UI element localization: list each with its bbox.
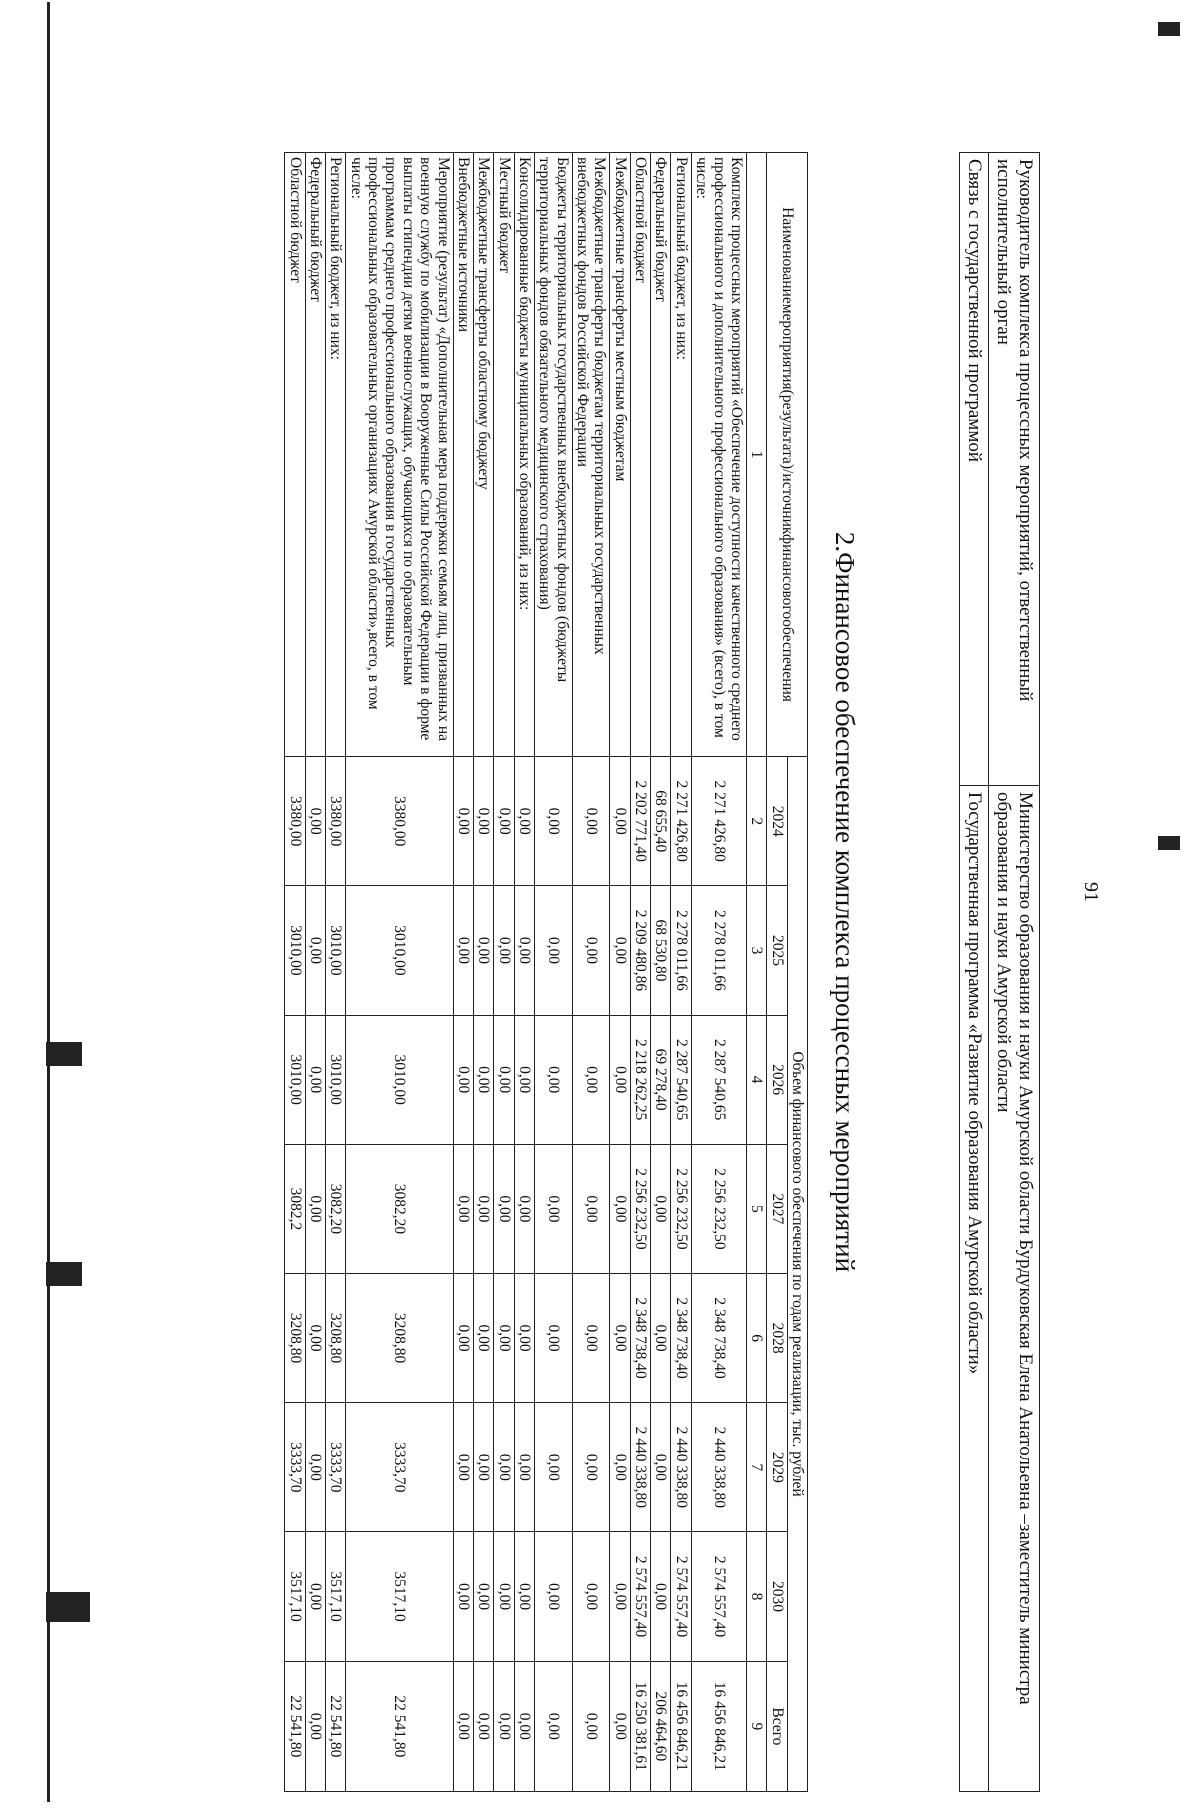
row-value: 0,00 [514,1144,534,1273]
row-value: 2 574 557,40 [630,1532,650,1661]
table-row [285,153,305,1792]
row-total: 0,00 [473,1661,493,1791]
row-total: 22 541,80 [346,1661,453,1791]
row-value: 2 574 557,40 [671,1532,691,1661]
row-value: 68 530,80 [651,886,671,1015]
row-name: Межбюджетные трансферты областному бюджету [473,153,493,757]
row-value: 2 348 738,40 [691,1273,746,1402]
row-value: 0,00 [473,757,493,886]
row-value: 0,00 [494,1144,514,1273]
rotated-sheet [10,2,1190,1802]
scan-edge-mark [1158,836,1180,850]
header-name-column: Наименованиемероприятия(результата)/источникфинансовогообеспечения [767,153,808,757]
table-row [514,153,534,1792]
header-year: 2030 [767,1532,787,1661]
row-value: 0,00 [534,1403,572,1532]
row-value: 3010,00 [346,886,453,1015]
table-row [326,153,346,1792]
row-total: 0,00 [572,1661,610,1791]
info-row [960,153,989,1792]
row-total: 16 456 846,21 [671,1661,691,1791]
row-value: 0,00 [572,1015,610,1144]
row-value: 2 278 011,66 [691,886,746,1015]
row-value: 0,00 [305,886,325,1015]
header-year: 2025 [767,886,787,1015]
row-value: 0,00 [453,1144,473,1273]
row-value: 0,00 [651,1273,671,1402]
column-number: 6 [746,1273,766,1402]
info-key: Связь с государственной программой [960,153,989,786]
row-name: Консолидированные бюджеты муниципальных образований, из них: [514,153,534,757]
row-value: 0,00 [610,1144,630,1273]
row-value: 3380,00 [326,757,346,886]
row-value: 0,00 [494,886,514,1015]
table-row [671,153,691,1792]
row-value: 0,00 [453,757,473,886]
row-value: 0,00 [305,1532,325,1661]
table-row [572,153,610,1792]
row-value: 0,00 [473,1015,493,1144]
row-name: Региональный бюджет, из них: [671,153,691,757]
row-value: 0,00 [514,757,534,886]
row-value: 0,00 [305,757,325,886]
row-total: 0,00 [534,1661,572,1791]
row-value: 3208,80 [285,1273,305,1402]
row-total: 16 250 381,61 [630,1661,650,1791]
row-value: 0,00 [534,886,572,1015]
header-year: 2024 [767,757,787,886]
row-value: 2 440 338,80 [691,1403,746,1532]
row-value: 0,00 [534,1532,572,1661]
row-value: 0,00 [651,1532,671,1661]
row-total: 0,00 [453,1661,473,1791]
table-row [473,153,493,1792]
row-value: 0,00 [534,1015,572,1144]
row-value: 0,00 [534,757,572,886]
row-value: 0,00 [494,1403,514,1532]
row-value: 2 218 262,25 [630,1015,650,1144]
row-value: 3010,00 [326,886,346,1015]
row-value: 0,00 [610,757,630,886]
row-value: 3010,00 [326,1015,346,1144]
row-value: 0,00 [572,1532,610,1661]
row-value: 0,00 [473,1403,493,1532]
row-total: 22 541,80 [285,1661,305,1791]
row-value: 0,00 [494,757,514,886]
row-value: 0,00 [572,1273,610,1402]
row-value: 2 278 011,66 [671,886,691,1015]
row-value: 2 287 540,65 [671,1015,691,1144]
row-name: Областной бюджет [285,153,305,757]
row-value: 0,00 [453,1532,473,1661]
row-value: 3517,10 [346,1532,453,1661]
table-row [534,153,572,1792]
row-value: 2 256 232,50 [691,1144,746,1273]
info-key: Руководитель комплекса процессных мероприятий, ответственный исполнительный орган [989,153,1040,786]
row-name: Мероприятие (результат) «Дополнительная мера поддержки семьям лиц, призванных на военную службу по мобилизации в Вооруженные Силы Российской Федерации в форме выплаты стипендии детям военнослужащих, обучающихся по образовательным программам среднего профессионального образования в государственных профессиональных образовательных организациях Амурской области»,всего, в том числе: [346,153,453,757]
row-name: Местный бюджет [494,153,514,757]
row-value: 0,00 [514,886,534,1015]
row-value: 0,00 [305,1144,325,1273]
row-value: 2 574 557,40 [691,1532,746,1661]
row-name: Федеральный бюджет [305,153,325,757]
row-value: 3082,2 [285,1144,305,1273]
row-name: Региональный бюджет, из них: [326,153,346,757]
row-value: 0,00 [572,1144,610,1273]
row-value: 0,00 [473,1144,493,1273]
info-value: Министерство образования и науки Амурской области Бурдуковская Елена Анатольевна –заместитель министра образования и науки Амурской области [989,786,1040,1792]
row-value: 0,00 [473,1532,493,1661]
row-total: 0,00 [514,1661,534,1791]
program-info-table [959,152,1040,1792]
row-value: 0,00 [473,886,493,1015]
scan-edge-mark [46,1592,90,1622]
row-value: 0,00 [651,1144,671,1273]
column-number: 5 [746,1144,766,1273]
row-value: 3333,70 [346,1403,453,1532]
row-value: 2 440 338,80 [671,1403,691,1532]
row-value: 0,00 [651,1403,671,1532]
header-funding-group: Объем финансового обеспечения по годам реализации, тыс. рублей [787,757,807,1792]
row-value: 0,00 [610,1403,630,1532]
row-value: 0,00 [514,1403,534,1532]
row-value: 0,00 [473,1273,493,1402]
row-value: 3333,70 [326,1403,346,1532]
row-total: 16 456 846,21 [691,1661,746,1791]
row-value: 2 348 738,40 [630,1273,650,1402]
row-value: 3010,00 [285,886,305,1015]
row-name: Областной бюджет [630,153,650,757]
row-value: 3010,00 [346,1015,453,1144]
row-value: 69 278,40 [651,1015,671,1144]
table-row [610,153,630,1792]
table-row [651,153,671,1792]
row-name: Комплекс процессных мероприятий «Обеспечение доступности качественного среднего профессионального и дополнительного профессионального образования» (всего), в том числе: [691,153,746,757]
row-value: 2 287 540,65 [691,1015,746,1144]
row-value: 0,00 [305,1015,325,1144]
row-value: 0,00 [572,757,610,886]
row-value: 2 256 232,50 [630,1144,650,1273]
table-row [346,153,453,1792]
column-number: 4 [746,1015,766,1144]
row-total: 0,00 [494,1661,514,1791]
row-value: 68 655,40 [651,757,671,886]
info-value: Государственная программа «Развитие образования Амурской области» [960,786,989,1792]
row-name: Бюджеты территориальных государственных внебюджетных фондов (бюджеты территориальных фондов обязательного медицинского страхования) [534,153,572,757]
table-row [453,153,473,1792]
row-value: 3010,00 [285,1015,305,1144]
column-number: 2 [746,757,766,886]
row-value: 0,00 [534,1273,572,1402]
scan-edge-mark [46,1042,82,1066]
row-name: Межбюджетные трансферты бюджетам территориальных государственных внебюджетных фондов Российской Федерации [572,153,610,757]
header-year: 2027 [767,1144,787,1273]
row-total: 22 541,80 [326,1661,346,1791]
row-value: 0,00 [610,886,630,1015]
row-value: 0,00 [572,1403,610,1532]
info-row [989,153,1040,1792]
row-value: 3208,80 [346,1273,453,1402]
column-number: 3 [746,886,766,1015]
row-value: 3380,00 [346,757,453,886]
row-value: 3517,10 [285,1532,305,1661]
column-number: 1 [746,153,766,757]
section-title: 2.Финансовое обеспечение комплекса процессных мероприятий [830,531,860,1273]
row-value: 0,00 [610,1532,630,1661]
row-value: 0,00 [514,1273,534,1402]
financing-table [284,152,808,1792]
table-row [630,153,650,1792]
page-number: 91 [1080,882,1102,902]
header-total: Всего [767,1661,787,1791]
row-value: 0,00 [514,1532,534,1661]
scan-edge-line [47,2,50,1802]
table-row [494,153,514,1792]
row-value: 0,00 [494,1273,514,1402]
header-year: 2028 [767,1273,787,1402]
row-value: 0,00 [494,1532,514,1661]
row-name: Межбюджетные трансферты местным бюджетам [610,153,630,757]
row-value: 0,00 [494,1015,514,1144]
row-value: 0,00 [610,1273,630,1402]
row-value: 2 271 426,80 [671,757,691,886]
row-name: Федеральный бюджет [651,153,671,757]
row-value: 3082,20 [326,1144,346,1273]
row-value: 0,00 [305,1273,325,1402]
row-value: 0,00 [453,1015,473,1144]
column-number: 9 [746,1661,766,1791]
row-value: 0,00 [514,1015,534,1144]
row-value: 3333,70 [285,1403,305,1532]
row-value: 3380,00 [285,757,305,886]
row-total: 0,00 [305,1661,325,1791]
row-value: 0,00 [453,1403,473,1532]
row-value: 0,00 [610,1015,630,1144]
row-value: 0,00 [453,886,473,1015]
row-value: 3082,20 [346,1144,453,1273]
row-value: 0,00 [572,886,610,1015]
row-value: 0,00 [534,1144,572,1273]
row-value: 0,00 [453,1273,473,1402]
column-number: 7 [746,1403,766,1532]
row-value: 2 348 738,40 [671,1273,691,1402]
header-year: 2029 [767,1403,787,1532]
row-value: 2 202 771,40 [630,757,650,886]
column-number: 8 [746,1532,766,1661]
scan-edge-mark [46,1262,82,1286]
row-total: 206 464,60 [651,1661,671,1791]
table-row [691,153,746,1792]
row-name: Внебюджетные источники [453,153,473,757]
row-value: 0,00 [305,1403,325,1532]
row-value: 3208,80 [326,1273,346,1402]
row-value: 3517,10 [326,1532,346,1661]
row-value: 2 440 338,80 [630,1403,650,1532]
scan-edge-mark [1158,22,1180,36]
row-value: 2 209 480,86 [630,886,650,1015]
row-value: 2 271 426,80 [691,757,746,886]
table-row [305,153,325,1792]
row-total: 0,00 [610,1661,630,1791]
header-year: 2026 [767,1015,787,1144]
row-value: 2 256 232,50 [671,1144,691,1273]
